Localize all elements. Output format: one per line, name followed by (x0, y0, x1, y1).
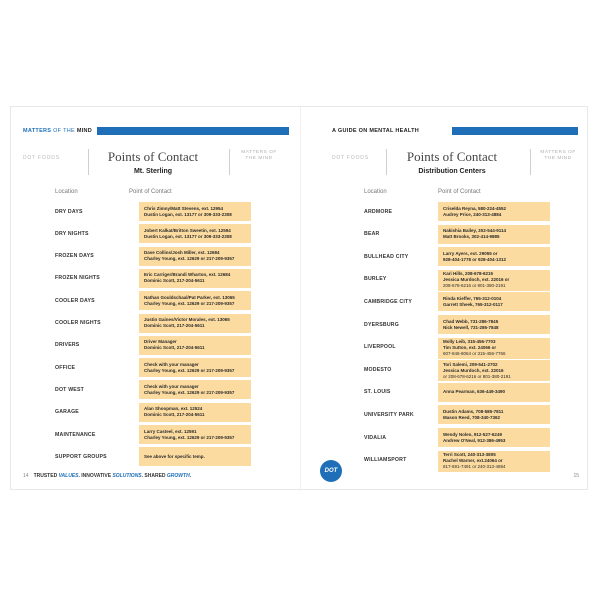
contact-line: Chris Zimny/Matt Stevens, ext. 12954 (144, 205, 224, 211)
tagline-growth: GROWTH (166, 473, 190, 479)
contact-line: Larry Casteel, ext. 12591 (144, 428, 197, 434)
contact-line: Rachel Warner, ext.24064 or (443, 458, 503, 464)
location-name: GARAGE (55, 409, 79, 416)
contact-line: Dustin Adams, 708-585-7811 (443, 408, 504, 414)
location-name: DYERSBURG (364, 321, 399, 328)
contact-line: Driver Manager (144, 339, 177, 345)
contact-box (139, 247, 251, 266)
left-divider-2 (229, 149, 230, 175)
right-page-number: 15 (573, 473, 579, 479)
table-row (300, 202, 589, 221)
contact-line: 817-691-7491 or 240-313-4884 (443, 464, 506, 470)
left-page-title: Points of Contact (107, 149, 199, 164)
tagline-part: . SHARED (141, 473, 167, 479)
left-page-number: 14 (23, 473, 29, 479)
table-row (11, 358, 300, 377)
table-row (11, 380, 300, 399)
location-name: BEAR (364, 231, 380, 238)
contact-line: Molly Leib, 315-456-7703 (443, 339, 496, 345)
contact-box (139, 224, 251, 243)
left-page (11, 107, 300, 491)
location-name: COOLER NIGHTS (55, 320, 101, 326)
contact-box (438, 338, 550, 359)
contact-line: Dominic Scott, 217-204-5611 (144, 412, 205, 418)
table-row (300, 383, 589, 402)
contact-line: Dustin Logan, ext. 13177 or 309-333-2308 (144, 211, 232, 217)
left-page-subtitle: Mt. Sterling (133, 168, 173, 175)
header-word-matters: MATTERS (23, 128, 52, 134)
contact-line: 208-678-6216 or 801-380-2191 (443, 283, 506, 289)
table-row (300, 428, 589, 447)
table-row (300, 270, 589, 289)
table-row (300, 225, 589, 244)
contact-line: Dominic Scott, 217-204-5611 (144, 345, 205, 351)
table-row (11, 314, 300, 333)
contact-box (139, 425, 251, 444)
contact-line: Check with your manager (144, 361, 199, 367)
contact-line: Alan Shoopman, ext. 12524 (144, 406, 203, 412)
table-row (300, 405, 589, 424)
contact-line: Matt Brooks, 302-414-9885 (443, 234, 500, 240)
contact-box (438, 270, 550, 291)
tagline-solutions: SOLUTIONS (112, 473, 142, 479)
table-row (300, 247, 589, 266)
contact-line: Tim Sutton, ext. 24066 or (443, 345, 497, 351)
contact-box (438, 292, 550, 311)
contact-line: Criselda Reyna, 580-224-4552 (443, 205, 507, 211)
contact-line: Mason Reed, 708-340-7362 (443, 414, 501, 420)
logo-text: DOT (324, 468, 338, 474)
table-row (300, 360, 589, 379)
dot-logo-icon (320, 460, 342, 482)
contact-line: Larry Ayers, ext. 29055 or (443, 250, 498, 256)
header-word-of-the: OF THE (51, 128, 77, 134)
location-name: VIDALIA (364, 434, 387, 441)
location-name: BURLEY (364, 276, 387, 283)
contact-line: Terri Scott, 240-313-3805 (443, 452, 496, 458)
contact-box (438, 315, 550, 334)
contact-box (139, 291, 251, 310)
left-header-bar (97, 127, 289, 135)
right-column-header-contact: Point of Contact (438, 189, 481, 195)
table-row (300, 292, 589, 311)
contact-line: Nakishia Bailey, 302-544-9114 (443, 228, 506, 234)
contact-line: 928-404-1778 or 928-404-1312 (443, 256, 507, 262)
contact-line: Charley Young, ext. 12629 or 217-209-9357 (144, 367, 235, 373)
right-divider-2 (530, 149, 531, 175)
table-row (300, 451, 589, 470)
table-row (300, 315, 589, 334)
location-name: BULLHEAD CITY (364, 253, 409, 260)
contact-line: or 208-678-6216 or 801-380-2191 (443, 373, 511, 379)
table-row (11, 336, 300, 355)
contact-box (438, 247, 550, 266)
contact-box (139, 269, 251, 288)
left-header-title (23, 128, 92, 134)
table-row (300, 338, 589, 357)
right-column-header-location: Location (364, 189, 387, 195)
table-row (11, 202, 300, 221)
contact-line: Charley Young, ext. 12629 or 217-209-9357 (144, 256, 235, 262)
contact-box (139, 358, 251, 377)
location-name: ARDMORE (364, 208, 393, 215)
contact-line: Dominic Scott, 217-204-5611 (144, 278, 205, 284)
location-name: WILLIAMSPORT (364, 457, 407, 464)
location-name: CAMBRIDGE CITY (364, 298, 413, 305)
table-row (11, 291, 300, 310)
contact-line: Wendy Nolen, 912-527-6249 (443, 431, 502, 437)
contact-line: Dustin Logan, ext. 13177 or 309-333-2308 (144, 233, 232, 239)
location-name: MAINTENANCE (55, 431, 96, 438)
table-row (11, 247, 300, 266)
location-name: SUPPORT GROUPS (55, 453, 107, 460)
location-name: FROZEN NIGHTS (55, 275, 100, 282)
location-name: OFFICE (55, 364, 76, 371)
contact-line: Andrew O'Neal, 912-386-4953 (443, 437, 506, 443)
contact-box (139, 447, 251, 466)
contact-line: Jessica Murdoch, ext. 22016 or (443, 277, 510, 283)
header-word-mind: MIND (76, 128, 93, 134)
table-row (11, 269, 300, 288)
contact-line: Anna Pearman, 636-449-3490 (443, 389, 506, 395)
contact-line: Dave Collins/Josh Miller, ext. 12684 (144, 250, 220, 256)
contact-line: Rinda Kieffer, 765-312-0104 (443, 295, 502, 301)
right-motm-label: MATTERS OF THE MIND (540, 150, 576, 161)
location-name: DOT WEST (55, 386, 84, 393)
contact-line: Dominic Scott, 217-204-5611 (144, 323, 205, 328)
contact-line: Justin Gaines/Victor Morales, ext. 13065 (144, 317, 230, 322)
contact-line: Audrey Price, 240-313-4884 (443, 211, 502, 217)
location-name: UNIVERSITY PARK (364, 411, 414, 418)
location-name: LIVERPOOL (364, 344, 396, 351)
tagline-part: . INNOVATIVE (78, 473, 113, 479)
left-column-header-location: Location (55, 189, 78, 195)
contact-box (139, 314, 251, 333)
contact-line: Nathan Gouldschaal/Pat Parker, ext. 13065 (144, 294, 235, 300)
contact-line: Kari Hills, 208-678-6215 (443, 271, 494, 277)
contact-box (438, 451, 550, 472)
contact-line: Garrett Sheek, 765-312-0117 (443, 301, 503, 307)
contact-line: Charley Young, ext. 12629 or 217-209-9357 (144, 434, 235, 440)
contact-line: Chad Webb, 731-286-7845 (443, 318, 499, 324)
location-name: MODESTO (364, 366, 392, 373)
tagline-values: VALUES (58, 473, 79, 479)
contact-box (438, 202, 550, 221)
location-name: DRIVERS (55, 342, 80, 349)
location-name: DRY DAYS (55, 208, 83, 215)
right-page (300, 107, 589, 491)
contact-box (139, 202, 251, 221)
location-name: FROZEN DAYS (55, 253, 94, 260)
right-header-bar (452, 127, 578, 135)
contact-box (139, 380, 251, 399)
right-page-title: Points of Contact (406, 149, 498, 164)
contact-box (438, 405, 550, 424)
left-footer (23, 473, 191, 479)
contact-line: Check with your manager (144, 383, 199, 389)
contact-line: Jessica Murdoch, ext. 22016 (443, 367, 504, 373)
location-name: DRY NIGHTS (55, 230, 89, 237)
contact-line: Eric Carriger/Brandi Wharton, ext. 12684 (144, 272, 231, 278)
table-row (11, 425, 300, 444)
contact-line: Charley Young, ext. 12629 or 217-209-9357 (144, 389, 235, 395)
contact-box (139, 403, 251, 422)
table-row (11, 403, 300, 422)
contact-line: Jobert Kalkat/Britton Sweetin, ext. 12594 (144, 227, 231, 233)
contact-box (438, 225, 550, 244)
right-header-title: A GUIDE ON MENTAL HEALTH (332, 128, 420, 134)
document-spread (10, 106, 588, 490)
contact-line: Tori Salemi, 209-541-2702 (443, 361, 498, 367)
tagline-part: . (189, 473, 192, 479)
location-name: COOLER DAYS (55, 297, 95, 304)
contact-line: Nick Newell, 731-286-7848 (443, 324, 499, 330)
contact-line: Charley Young, ext. 12629 or 217-209-9357 (144, 300, 235, 306)
contact-box (438, 383, 550, 402)
tagline-part: TRUSTED (33, 473, 59, 479)
contact-box (139, 336, 251, 355)
right-brand-label: DOT FOODS (332, 155, 369, 161)
contact-line: 607-846-8064 or 315-456-7766 (443, 351, 506, 357)
contact-line: See above for specific temp. (144, 453, 205, 459)
left-column-header-contact: Point of Contact (129, 189, 172, 195)
table-row (11, 447, 300, 466)
contact-box (438, 428, 550, 447)
right-page-subtitle: Distribution Centers (418, 168, 486, 175)
contact-box (438, 360, 550, 381)
left-motm-label: MATTERS OF THE MIND (241, 150, 277, 161)
location-name: ST. LOUIS (364, 389, 391, 396)
left-brand-label: DOT FOODS (23, 155, 60, 161)
table-row (11, 224, 300, 243)
